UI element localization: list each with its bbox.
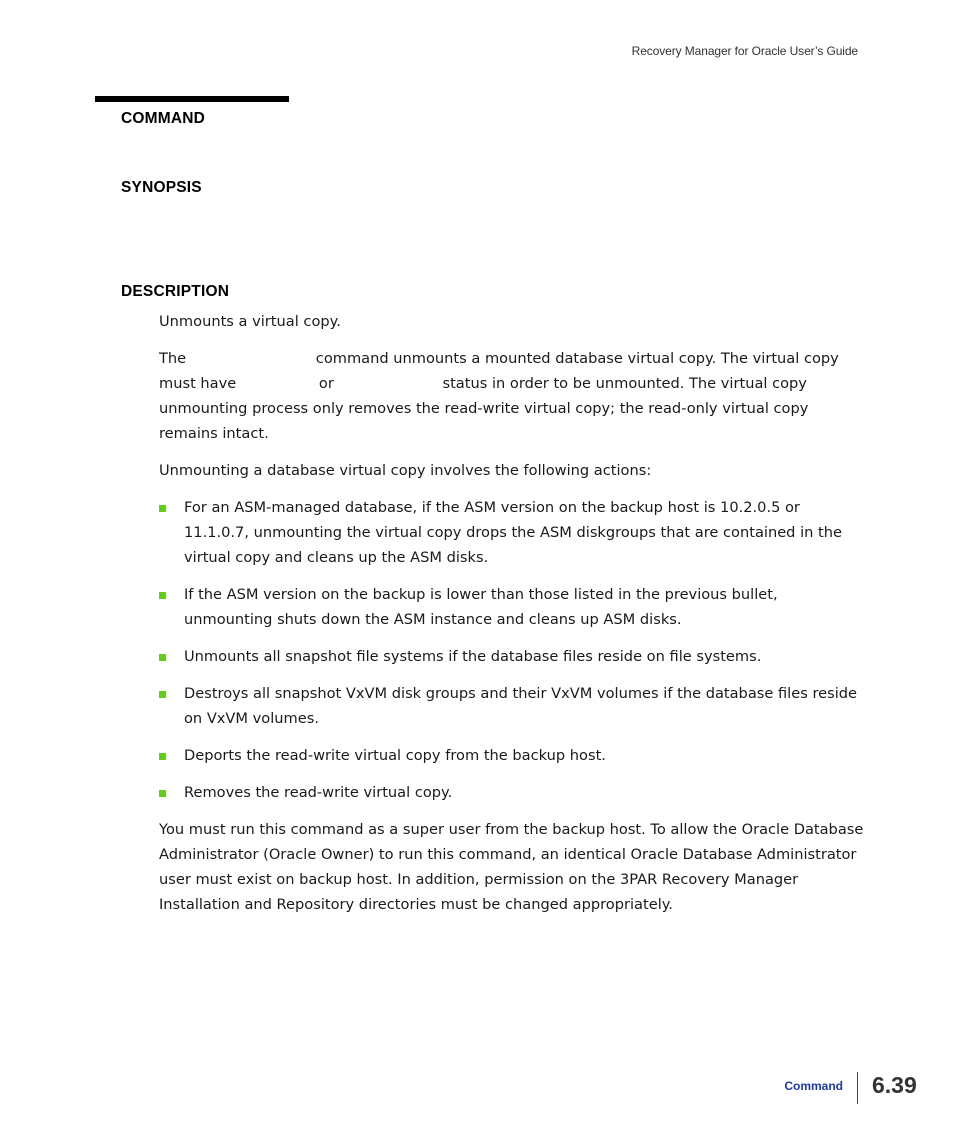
closing-paragraph: You must run this command as a super user from the backup host. To allow the Oracle Database Administrator (Oracle Owner) to run this command, an identical Oracle Database Administrator user must exist on backup host. In addition, permission on the 3PAR Recovery Manager Installation and Repository directories must be changed appropriately.: [159, 821, 864, 913]
detail-text-1: The: [159, 350, 187, 367]
bullet-text: Removes the read-write virtual copy.: [184, 784, 453, 801]
heading-description: DESCRIPTION: [121, 283, 230, 300]
bullet-square-icon: [159, 592, 166, 599]
section-rule: [95, 96, 289, 102]
list-item: [159, 743, 864, 768]
bullet-text: Deports the read-write virtual copy from the backup host.: [184, 747, 606, 764]
actions-list: [159, 495, 864, 805]
page-number: 6.39: [872, 1072, 917, 1098]
bullet-text: Unmounts all snapshot file systems if the database files reside on file systems.: [184, 648, 762, 665]
list-item: [159, 681, 864, 731]
summary-paragraph: Unmounts a virtual copy.: [159, 313, 341, 330]
detail-paragraph: [159, 346, 864, 446]
heading-command: COMMAND: [121, 110, 206, 127]
bullet-square-icon: [159, 753, 166, 760]
list-item: [159, 780, 864, 805]
footer-divider: [857, 1072, 858, 1104]
detail-text-2: command unmounts a mounted database virtual copy. The virtual copy must have: [159, 350, 839, 392]
bullet-text: Destroys all snapshot VxVM disk groups and their VxVM volumes if the database files reside on VxVM volumes.: [184, 685, 858, 727]
bullet-square-icon: [159, 505, 166, 512]
bullet-square-icon: [159, 691, 166, 698]
running-header: Recovery Manager for Oracle User’s Guide: [631, 44, 858, 58]
actions-intro: Unmounting a database virtual copy involves the following actions:: [159, 462, 652, 479]
detail-text-3: or: [318, 375, 334, 392]
bullet-square-icon: [159, 654, 166, 661]
detail-text-4: status in order to be unmounted. The virtual copy unmounting process only removes the read-write virtual copy; the read-only virtual copy remains intact.: [159, 375, 809, 442]
heading-synopsis: SYNOPSIS: [121, 179, 202, 196]
footer-section-label: Command: [784, 1079, 843, 1093]
list-item: [159, 582, 864, 632]
bullet-text: If the ASM version on the backup is lower than those listed in the previous bullet, unmounting shuts down the ASM instance and cleans up ASM disks.: [184, 586, 778, 628]
list-item: [159, 495, 864, 570]
bullet-square-icon: [159, 790, 166, 797]
list-item: [159, 644, 864, 669]
description-body: [159, 309, 864, 929]
bullet-text: For an ASM-managed database, if the ASM version on the backup host is 10.2.0.5 or 11.1.0.7, unmounting the virtual copy drops the ASM diskgroups that are contained in the virtual copy and cleans up the ASM disks.: [184, 499, 842, 566]
